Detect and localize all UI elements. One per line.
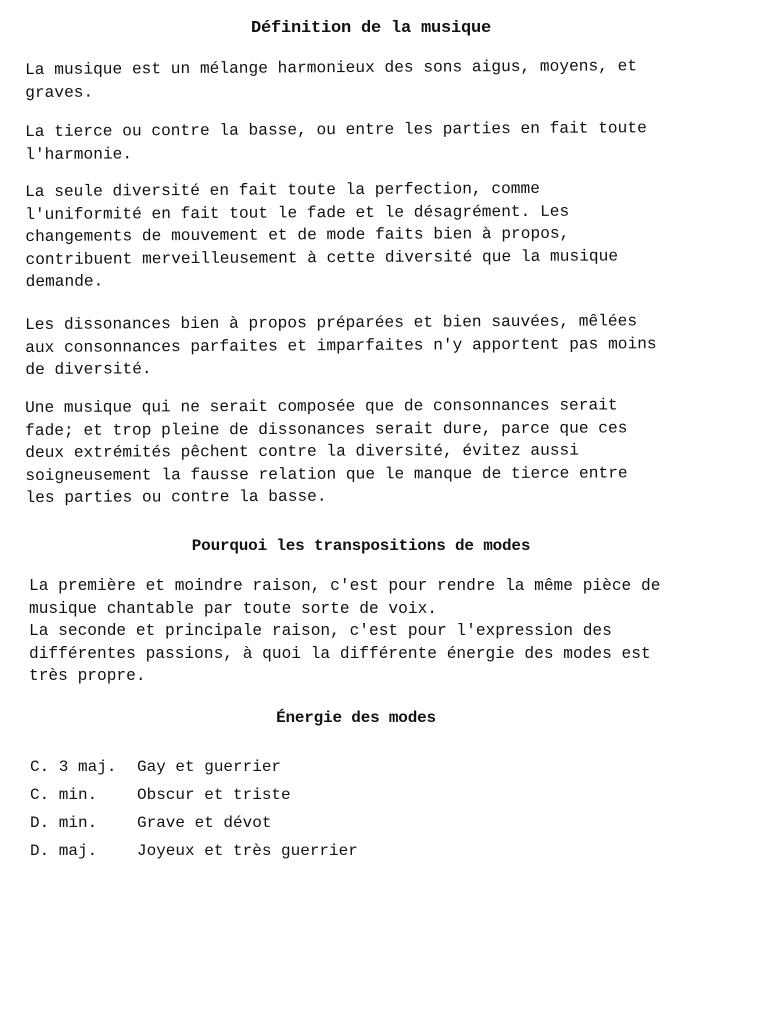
mode-key: D. min.	[30, 814, 98, 832]
text-line: La tierce ou contre la basse, ou entre les parties en fait toute	[25, 119, 647, 141]
mode-value: Joyeux et très guerrier	[137, 842, 358, 860]
mode-key: C. min.	[30, 786, 98, 804]
definition-paragraph-4	[25, 310, 725, 382]
mode-value: Obscur et triste	[137, 786, 291, 804]
text-line: La première et moindre raison, c'est pour rendre la même pièce de	[29, 577, 661, 595]
text-line: les parties ou contre la basse.	[25, 487, 327, 507]
text-line: aux consonnances parfaites et imparfaites n'y apportent pas moins	[25, 334, 657, 357]
modes-list	[30, 755, 450, 867]
text-line: graves.	[25, 83, 94, 102]
text-line: demande.	[25, 272, 104, 291]
text-line: l'uniformité en fait tout le fade et le désagrément. Les	[25, 202, 570, 224]
text-line: soigneusement la fausse relation que le manque de tierce entre	[25, 463, 628, 485]
mode-row	[30, 839, 450, 867]
mode-row	[30, 811, 450, 839]
text-line: de diversité.	[25, 360, 152, 379]
text-line: l'harmonie.	[25, 144, 133, 164]
mode-key: C. 3 maj.	[30, 758, 117, 776]
definition-paragraph-1	[25, 55, 725, 104]
text-line: très propre.	[29, 667, 146, 685]
definition-paragraph-3	[25, 177, 726, 294]
text-line: musique chantable par toute sorte de voix.	[29, 599, 437, 618]
mode-row	[30, 783, 450, 811]
text-line: La seconde et principale raison, c'est pour l'expression des	[29, 622, 612, 640]
mode-row	[30, 755, 450, 783]
text-line: Les dissonances bien à propos préparées et bien sauvées, mêlées	[25, 312, 638, 334]
text-line: différentes passions, à quoi la différente énergie des modes est	[29, 644, 651, 663]
transpositions-paragraph	[29, 575, 719, 688]
section-title-transpositions: Pourquoi les transpositions de modes	[191, 537, 531, 555]
text-line: Une musique qui ne serait composée que de consonnances serait	[25, 396, 618, 417]
definition-paragraph-5	[25, 394, 725, 510]
mode-value: Grave et dévot	[137, 814, 272, 832]
text-line: changements de mouvement et de mode faits bien à propos,	[25, 224, 570, 246]
text-line: deux extrémités pêchent contre la diversité, évitez aussi	[25, 441, 579, 462]
text-line: fade; et trop pleine de dissonances serait dure, parce que ces	[25, 418, 628, 440]
section-title-energie: Énergie des modes	[276, 709, 436, 727]
text-line: La seule diversité en fait toute la perfection, comme	[25, 179, 540, 201]
mode-value: Gay et guerrier	[137, 758, 282, 776]
text-line: La musique est un mélange harmonieux des sons aigus, moyens, et	[25, 57, 638, 79]
text-line: contribuent merveilleusement à cette diversité que la musique	[25, 246, 619, 269]
mode-key: D. maj.	[30, 842, 98, 860]
definition-paragraph-2	[25, 117, 725, 166]
section-title-definition: Définition de la musique	[250, 19, 492, 38]
